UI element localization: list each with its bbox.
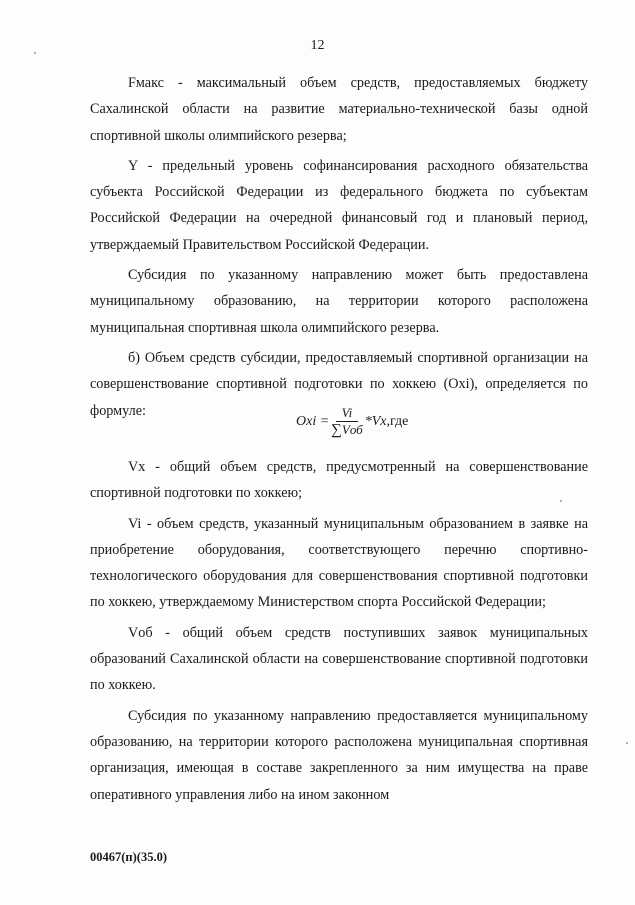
formula-denominator-group bbox=[331, 422, 363, 438]
formula-suffix: где bbox=[389, 413, 409, 429]
page-number: 12 bbox=[310, 38, 325, 53]
paragraph-vi-definition: Vi - объем средств, указанный муниципальным образованием в заявке на приобретение оборудования, соответствующего перечню спортивно-технологического оборудования для совершенствования спортивной подготовки по хоккею, утверждаемому Министерством спорта Российской Федерации; bbox=[90, 515, 588, 611]
paragraph-vob-definition: Vоб - общий объем средств поступивших заявок муниципальных образований Сахалинской области на совершенствование спортивной подготовки по хоккею. bbox=[90, 624, 588, 694]
formula-fraction bbox=[331, 405, 363, 438]
document-code: 00467(п)(35.0) bbox=[90, 850, 167, 864]
paragraph-subsidy-organization: Субсидия по указанному направлению предоставляется муниципальному образованию, на территории которого расположена муниципальная спортивная организация, имеющая в составе закрепленного за ним имущества на праве оперативного управления либо на ином законном bbox=[90, 707, 588, 803]
paragraph-vx-definition: Vx - общий объем средств, предусмотренный на совершенствование спортивной подготовки по хоккею; bbox=[90, 459, 588, 502]
paragraph-fmax-definition: Fмакс - максимальный объем средств, предоставляемых бюджету Сахалинской области на развитие материально-технической базы одной спортивной школы олимпийского резерва; bbox=[90, 75, 588, 144]
body-text-lower bbox=[90, 454, 588, 812]
formula-denominator: Vоб bbox=[341, 422, 363, 437]
scan-speck bbox=[34, 52, 36, 54]
sigma-symbol: ∑ bbox=[331, 422, 342, 438]
formula-rhs: *Vx, bbox=[364, 413, 390, 429]
paragraph-y-definition: Y - предельный уровень софинансирования расходного обязательства субъекта Российской Федерации из федерального бюджета по субъектам Российской Федерации на очередной финансовый год и плановый период, утверждаемый Правительством Российской Федерации. bbox=[90, 157, 588, 253]
formula-numerator: Vi bbox=[336, 405, 359, 422]
paragraph-hockey-formula-intro: б) Объем средств субсидии, предоставляемый спортивной организации на совершенствование спортивной подготовки по хоккею (Oxi), определяется по формуле: bbox=[90, 349, 588, 419]
formula-lhs: Oxi = bbox=[296, 413, 330, 429]
paragraph-subsidy-school: Субсидия по указанному направлению может быть предоставлена муниципальному образованию, на территории которого расположена муниципальная спортивная школа олимпийского резерва. bbox=[90, 267, 588, 336]
formula-oxi bbox=[296, 405, 408, 438]
scan-speck bbox=[626, 742, 628, 744]
body-text-upper bbox=[90, 70, 588, 424]
scan-speck bbox=[560, 500, 562, 502]
